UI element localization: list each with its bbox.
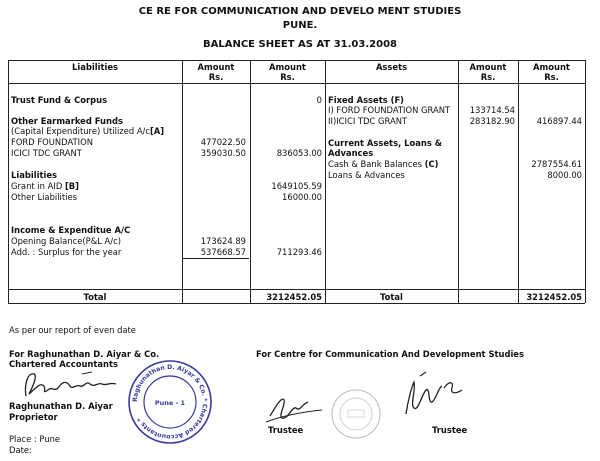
opening-balance-label: Opening Balance(P&L A/c): [11, 236, 121, 246]
trustee-2-signature: [396, 364, 476, 424]
organization-name: CE RE FOR COMMUNICATION AND DEVELO MENT STUDIES: [138, 6, 462, 17]
icici-grant-label: ICICI TDC GRANT: [11, 148, 82, 158]
loans-advances-label: Loans & Advances: [328, 170, 405, 180]
for-centre-line: For Centre for Communication And Development Studies: [256, 349, 524, 359]
asset-icici-grant-label: II)ICICI TDC GRANT: [328, 116, 408, 126]
trustee-1-label: Trustee: [268, 425, 304, 435]
trustee-2-label: Trustee: [432, 425, 468, 435]
place-line: Place : Pune: [9, 434, 61, 444]
current-assets-label-line2: Advances: [328, 148, 374, 158]
fixed-assets-total: 416897.44: [536, 116, 582, 126]
auditor-signature: [20, 366, 120, 402]
city-line: PUNE.: [282, 20, 318, 31]
surplus-amount: 537668.57: [200, 247, 246, 257]
trust-fund-amount: 0: [316, 95, 322, 105]
signatory-role: Proprietor: [9, 412, 58, 422]
col-header-amount-4: Amount: [533, 62, 570, 72]
income-expenditure-label: Income & Expenditue A/C: [11, 225, 131, 235]
assets-total-amount: 3212452.05: [526, 292, 582, 302]
grant-in-aid-amount: 1649105.59: [271, 181, 322, 191]
icici-grant-amount: 359030.50: [200, 148, 246, 158]
col-header-amount-2: Amount: [269, 62, 306, 72]
col-header-rs-4: Rs.: [544, 72, 559, 82]
trustee-1-signature: [262, 386, 332, 426]
opening-balance-amount: 173624.89: [200, 236, 246, 246]
liabilities-total-amount: 3212452.05: [266, 292, 322, 302]
col-header-liabilities: Liabilities: [71, 62, 118, 72]
surplus-label: Add. : Surplus for the year: [11, 247, 122, 257]
stamp-center-text: Pune - 1: [154, 399, 186, 407]
cash-bank-label: Cash & Bank Balances (C): [328, 159, 439, 169]
cash-bank-amount: 2787554.61: [531, 159, 582, 169]
firm-type-line: Chartered Accountants: [9, 359, 118, 369]
current-assets-label-line1: Current Assets, Loans &: [328, 138, 443, 148]
report-note: As per our report of even date: [9, 325, 136, 335]
ford-foundation-label: FORD FOUNDATION: [11, 137, 93, 147]
grant-in-aid-label: Grant in AID [B]: [11, 181, 79, 191]
col-header-amount-3: Amount: [469, 62, 507, 72]
asset-icici-grant-amount: 283182.90: [469, 116, 515, 126]
capex-label: (Capital Expenditure) Utilized A/c[A]: [11, 126, 165, 136]
asset-ford-grant-amount: 133714.54: [469, 105, 515, 115]
for-firm-line: For Raghunathan D. Aiyar & Co.: [9, 349, 160, 359]
stamp-ring-text: Raghunathan D. Aiyar & Co. * Chartered Accountants *: [131, 363, 209, 441]
col-header-rs-2: Rs.: [280, 72, 295, 82]
col-header-amount-1: Amount: [197, 62, 235, 72]
income-expenditure-total: 711293.46: [276, 247, 322, 257]
earmarked-funds-label: Other Earmarked Funds: [11, 116, 123, 126]
date-line: Date:: [9, 445, 32, 455]
liabilities-subheading: Liabilities: [11, 170, 58, 180]
centre-seal: [330, 388, 382, 440]
fixed-assets-label: Fixed Assets (F): [328, 95, 404, 105]
firm-stamp: [126, 358, 214, 446]
asset-ford-grant-label: I) FORD FOUNDATION GRANT: [328, 105, 451, 115]
assets-total-label: Total: [380, 292, 403, 302]
loans-advances-amount: 8000.00: [547, 170, 582, 180]
other-liabilities-label: Other Liabilities: [11, 192, 77, 202]
col-header-rs-1: Rs.: [208, 72, 224, 82]
earmarked-funds-total: 836053.00: [276, 148, 322, 158]
liabilities-total-label: Total: [83, 292, 107, 302]
other-liabilities-amount: 16000.00: [282, 192, 322, 202]
trust-fund-label: Trust Fund & Corpus: [11, 95, 108, 105]
signatory-name: Raghunathan D. Aiyar: [9, 401, 113, 411]
document-title: BALANCE SHEET AS AT 31.03.2008: [203, 39, 397, 50]
col-header-rs-3: Rs.: [480, 72, 496, 82]
col-header-assets: Assets: [375, 62, 408, 72]
ford-foundation-amount: 477022.50: [200, 137, 246, 147]
